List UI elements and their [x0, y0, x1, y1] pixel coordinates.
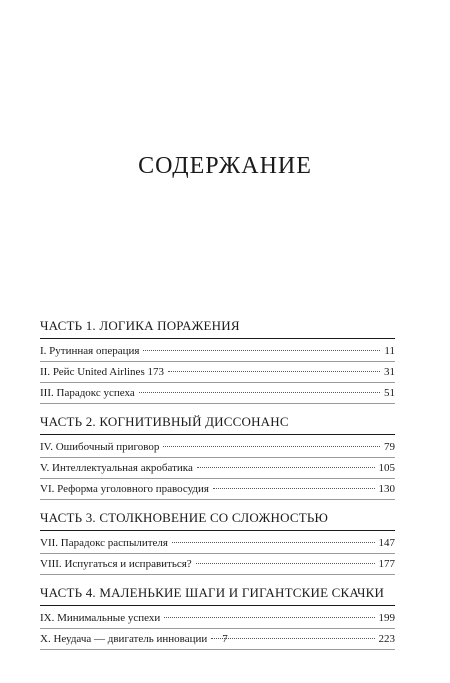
dot-leader — [213, 488, 375, 489]
toc-entry-chapter-4[interactable] — [40, 437, 395, 458]
chapter-number: VII. — [40, 537, 59, 549]
chapter-number: II. — [40, 366, 51, 378]
chapter-page: 51 — [384, 387, 395, 399]
chapter-number: IV. — [40, 441, 53, 453]
chapter-title: Реформа уголовного правосудия — [57, 483, 209, 495]
toc-entry-chapter-6[interactable] — [40, 479, 395, 500]
dot-leader — [163, 446, 380, 447]
toc-entry-chapter-7[interactable] — [40, 533, 395, 554]
chapter-title: Рейс United Airlines 173 — [52, 366, 164, 378]
chapter-page: 79 — [384, 441, 395, 453]
part-title: ЧАСТЬ 4. МАЛЕНЬКИЕ ШАГИ И ГИГАНТСКИЕ СКАЧКИ — [40, 583, 395, 606]
chapter-number: VI. — [40, 483, 55, 495]
chapter-page: 105 — [378, 462, 395, 474]
chapter-title: Рутинная операция — [49, 345, 140, 357]
chapter-page: 11 — [384, 345, 395, 357]
chapter-number: I. — [40, 345, 47, 357]
dot-leader — [172, 542, 375, 543]
dot-leader — [196, 563, 375, 564]
dot-leader — [143, 350, 380, 351]
page-number: 7 — [222, 633, 228, 645]
chapter-title: Парадокс успеха — [56, 387, 135, 399]
chapter-number: V. — [40, 462, 50, 474]
chapter-title: Неудача — двигатель инновации — [53, 633, 208, 645]
part-1 — [40, 316, 395, 404]
dot-leader — [168, 371, 380, 372]
chapter-number: VIII. — [40, 558, 62, 570]
chapter-title: Минимальные успехи — [57, 612, 161, 624]
page-title: СОДЕРЖАНИЕ — [138, 153, 312, 179]
dot-leader — [164, 617, 374, 618]
chapter-page: 31 — [384, 366, 395, 378]
chapter-page: 177 — [378, 558, 395, 570]
toc-entry-chapter-5[interactable] — [40, 458, 395, 479]
chapter-page: 147 — [378, 537, 395, 549]
chapter-title: Парадокс распылителя — [60, 537, 168, 549]
toc-entry-chapter-3[interactable] — [40, 383, 395, 404]
chapter-page: 223 — [378, 633, 395, 645]
chapter-number: X. — [40, 633, 51, 645]
toc-entry-chapter-9[interactable] — [40, 608, 395, 629]
part-title: ЧАСТЬ 2. КОГНИТИВНЫЙ ДИССОНАНС — [40, 412, 395, 435]
chapter-title: Ошибочный приговор — [55, 441, 160, 453]
table-of-contents — [40, 316, 395, 658]
part-title: ЧАСТЬ 3. СТОЛКНОВЕНИЕ СО СЛОЖНОСТЬЮ — [40, 508, 395, 531]
part-title: ЧАСТЬ 1. ЛОГИКА ПОРАЖЕНИЯ — [40, 316, 395, 339]
dot-leader — [139, 392, 380, 393]
chapter-title: Испугаться и исправиться? — [64, 558, 192, 570]
chapter-title: Интеллектуальная акробатика — [52, 462, 193, 474]
chapter-page: 130 — [378, 483, 395, 495]
toc-entry-chapter-1[interactable] — [40, 341, 395, 362]
toc-entry-chapter-2[interactable] — [40, 362, 395, 383]
chapter-page: 199 — [378, 612, 395, 624]
part-3 — [40, 508, 395, 575]
chapter-number: III. — [40, 387, 54, 399]
toc-entry-chapter-8[interactable] — [40, 554, 395, 575]
chapter-number: IX. — [40, 612, 55, 624]
dot-leader — [197, 467, 375, 468]
part-2 — [40, 412, 395, 500]
